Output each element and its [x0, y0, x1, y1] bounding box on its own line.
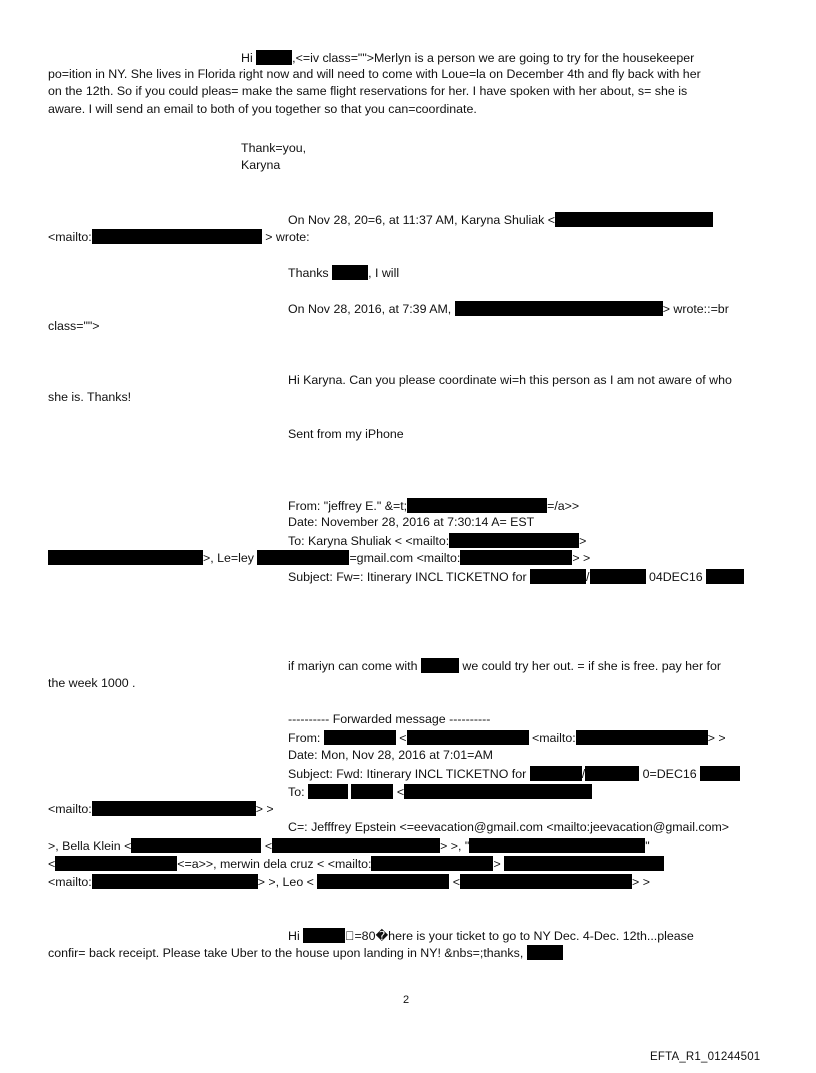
text: Hi — [288, 929, 300, 943]
redaction-box — [92, 801, 256, 816]
text: <mailto: — [48, 875, 92, 889]
fwd-to — [288, 533, 586, 549]
redaction-box — [590, 569, 646, 584]
text: < — [452, 875, 461, 889]
text: < — [264, 839, 273, 853]
forwarded-subject — [288, 766, 740, 782]
redaction-box — [55, 856, 177, 871]
reply2-body-2: she is. Thanks! — [48, 390, 132, 404]
text: =/a>> — [547, 499, 580, 513]
text: >, Le=ley — [203, 551, 254, 565]
text: > wrote::=br — [662, 302, 729, 316]
text: / — [586, 570, 590, 584]
thanks-line: Thank=you, — [241, 141, 307, 155]
forwarded-cc: C=: Jefffrey Epstein <=eevacation@gmail.com <mailto:jeevacation@gmail.com> — [288, 820, 730, 834]
page-number: 2 — [403, 994, 410, 1006]
fwd-from — [288, 498, 579, 514]
text: ,<=iv class="">Merlyn is a person we are going to try for the housekeeper — [292, 51, 695, 65]
fwd-to-continued — [48, 550, 590, 566]
reply2-header-class: class=""> — [48, 319, 100, 333]
text: To: Karyna Shuliak < <mailto: — [288, 534, 450, 548]
intro-line-2: po=ition in NY. She lives in Florida right now and will need to come with Loue=la on December 4th and fly back with her — [48, 67, 701, 81]
redaction-box — [700, 766, 740, 781]
text: if mariyn can come with — [288, 659, 418, 673]
redaction-box — [48, 550, 203, 565]
redaction-box — [404, 784, 592, 799]
signature: Karyna — [241, 158, 281, 172]
redaction-box — [421, 658, 459, 673]
text: To: — [288, 785, 305, 799]
text: <mailto: — [48, 230, 92, 244]
intro-line-4: aware. I will send an email to both of you together so that you can=coordinate. — [48, 102, 477, 116]
text: , I will — [368, 266, 400, 280]
fwd-subject — [288, 569, 744, 585]
text: > >, " — [440, 839, 470, 853]
redaction-box — [332, 265, 368, 280]
redaction-box — [272, 838, 440, 853]
text: / — [581, 767, 586, 781]
intro-line-1 — [241, 50, 694, 66]
text: confir= back receipt. Please take Uber to the house upon landing in NY! &nbs=;thanks, — [48, 946, 524, 960]
redaction-box — [460, 874, 632, 889]
text: > > — [572, 551, 591, 565]
reply1-body — [288, 265, 399, 281]
redaction-box — [324, 730, 396, 745]
text: <mailto: — [531, 731, 576, 745]
forwarded-cc-3 — [48, 856, 664, 872]
text: > >, Leo < — [257, 875, 314, 889]
forwarded-date: Date: Mon, Nov 28, 2016 at 7:01=AM — [288, 748, 493, 762]
redaction-box — [460, 550, 572, 565]
redaction-box — [449, 533, 579, 548]
redaction-box — [317, 874, 449, 889]
forwarded-to-mailto — [48, 801, 274, 817]
text: > > — [255, 802, 274, 816]
redaction-box — [706, 569, 744, 584]
text: > > — [707, 731, 726, 745]
redaction-box — [407, 730, 529, 745]
redaction-box — [131, 838, 261, 853]
text: we could try her out. = if she is free. pay her for — [462, 659, 721, 673]
redaction-box — [92, 874, 258, 889]
redaction-box — [351, 784, 393, 799]
redaction-box — [504, 856, 664, 871]
text: <mailto: — [48, 802, 92, 816]
forwarded-from — [288, 730, 726, 746]
reply2-header — [288, 301, 729, 317]
forwarded-cc-4 — [48, 874, 650, 890]
redaction-box — [257, 550, 349, 565]
text: > — [493, 857, 501, 871]
reply1-header — [288, 212, 713, 228]
forwarded-to — [288, 784, 592, 800]
text: On Nov 28, 20=6, at 11:37 AM, Karyna Shuliak < — [288, 213, 556, 227]
sent-from: Sent from my iPhone — [288, 427, 404, 441]
text: >, Bella Klein < — [48, 839, 132, 853]
final-line-1 — [288, 928, 694, 944]
note-line-2: the week 1000 . — [48, 676, 136, 690]
text:  =80�here is your ticket to go to NY Dec. 4-Dec. 12th...please — [345, 929, 694, 943]
text: Thanks — [288, 266, 329, 280]
redaction-box — [585, 766, 639, 781]
text: =gmail.com <mailto: — [349, 551, 461, 565]
redaction-box — [469, 838, 645, 853]
forward-divider: ---------- Forwarded message ---------- — [288, 712, 491, 726]
redaction-box — [371, 856, 493, 871]
redaction-box — [530, 766, 582, 781]
text: > — [579, 534, 587, 548]
text: 0=DEC16 — [642, 767, 697, 781]
fwd-date: Date: November 28, 2016 at 7:30:14 A= EST — [288, 515, 535, 529]
text: From: — [288, 731, 321, 745]
text: > > — [632, 875, 650, 889]
text: < — [399, 731, 407, 745]
redaction-box — [407, 498, 547, 513]
redaction-box — [527, 945, 563, 960]
redaction-box — [92, 229, 262, 244]
text: Subject: Fwd: Itinerary INCL TICKETNO for — [288, 767, 527, 781]
text: > wrote: — [265, 230, 310, 244]
reply1-header-mailto — [48, 229, 310, 245]
text: < — [48, 857, 56, 871]
text: Hi — [241, 51, 253, 65]
redaction-box — [303, 928, 345, 943]
text: From: "jeffrey E." &=t; — [288, 499, 408, 513]
note-line-1 — [288, 658, 721, 674]
redaction-box — [455, 301, 663, 316]
intro-line-3: on the 12th. So if you could pleas= make the same flight reservations for her. I have spoken with her about, s= she is — [48, 84, 688, 98]
text: <=a>>, merwin dela cruz < <mailto: — [177, 857, 372, 871]
redaction-box — [555, 212, 713, 227]
reply2-body-1: Hi Karyna. Can you please coordinate wi=h this person as I am not aware of who — [288, 373, 732, 387]
bates-number: EFTA_R1_01244501 — [650, 1051, 761, 1063]
redaction-box — [256, 50, 292, 65]
text: Subject: Fw=: Itinerary INCL TICKETNO for — [288, 570, 527, 584]
text: < — [396, 785, 405, 799]
redaction-box — [530, 569, 586, 584]
redaction-box — [308, 784, 348, 799]
final-line-2 — [48, 945, 563, 961]
text: " — [645, 839, 650, 853]
text: 04DEC16 — [648, 570, 703, 584]
redaction-box — [576, 730, 708, 745]
forwarded-cc-2 — [48, 838, 650, 854]
text: On Nov 28, 2016, at 7:39 AM, — [288, 302, 452, 316]
